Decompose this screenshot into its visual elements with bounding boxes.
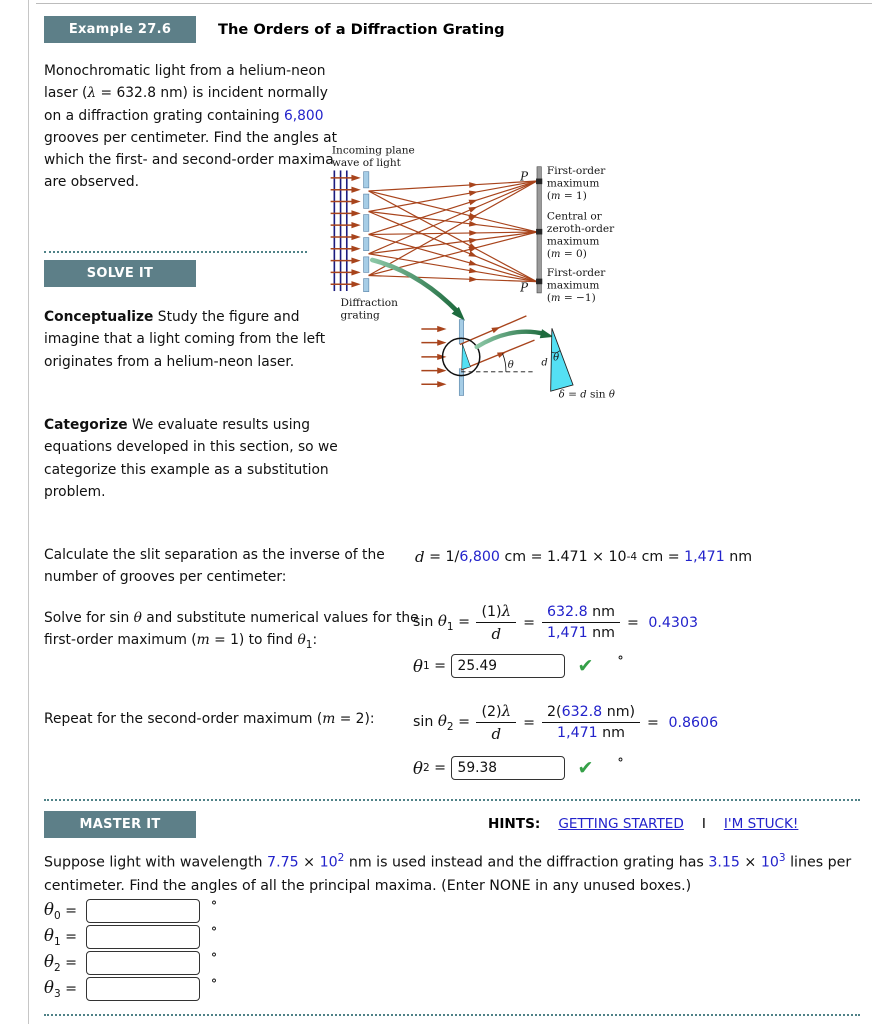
grating-label-line1: Diffraction xyxy=(340,296,398,309)
text-run: and substitute numerical values for the first-order maximum ( xyxy=(44,610,419,649)
theta2-input[interactable] xyxy=(86,951,200,975)
svg-text:(m = −1): (m = −1) xyxy=(546,291,596,304)
text-run: cm = 1.471 × 10 xyxy=(499,549,627,565)
text-run: Repeat for the second-order maximum ( xyxy=(44,711,323,727)
subscript: 2 xyxy=(422,762,430,774)
diffraction-figure xyxy=(330,85,872,535)
svg-text:First-order: First-order xyxy=(546,267,606,280)
m-variable: m xyxy=(322,711,336,727)
text-run: Solve for sin xyxy=(44,610,134,626)
first-order-answer-row xyxy=(413,654,623,678)
hints-label: HINTS: xyxy=(488,816,541,832)
sin-theta2-result: 0.8606 xyxy=(668,714,719,731)
lines-value: 3.15 xyxy=(708,854,740,871)
master-it-problem xyxy=(44,847,858,899)
hints-bar xyxy=(488,816,798,832)
conceptualize-label: Conceptualize xyxy=(44,309,154,325)
principal-maxima-answers xyxy=(44,899,217,1003)
equals-sign: = xyxy=(626,614,644,631)
svg-text:(m = 0): (m = 0) xyxy=(546,247,587,260)
left-border xyxy=(28,0,29,1024)
equals-sign: = xyxy=(523,714,535,731)
calc3-equation xyxy=(413,702,718,743)
solve-it-divider xyxy=(44,251,307,253)
magnifier-callout-arrow xyxy=(372,260,468,324)
lambda-symbol: λ xyxy=(87,85,97,102)
calc3-prompt xyxy=(44,708,422,730)
grooves-value: 6,800 xyxy=(283,107,324,124)
calc2-prompt xyxy=(44,607,422,657)
m-variable: m xyxy=(196,632,210,649)
slit-spacing-d-label: d xyxy=(541,357,548,369)
categorize-paragraph xyxy=(44,414,338,503)
header xyxy=(44,16,505,43)
theta-variable: θ xyxy=(413,758,423,778)
correct-check-icon: ✔ xyxy=(577,757,594,779)
theta3-input[interactable] xyxy=(86,977,200,1001)
slit-path-triangle xyxy=(462,344,471,369)
text-run: We evaluate results using equations developed in this section, so we categorize this example as a substitution problem. xyxy=(44,417,338,500)
fraction-numeric: $\frac{2(632.8 nm)}{1,471 nm}$ xyxy=(542,704,640,741)
d-variable: d xyxy=(415,548,425,566)
incoming-wave-label-line2: wave of light xyxy=(331,157,401,170)
text-run: nm xyxy=(724,549,753,565)
viewing-screen xyxy=(536,167,542,293)
getting-started-link[interactable]: GETTING STARTED xyxy=(558,816,684,832)
triangle-theta-label: θ xyxy=(553,352,560,364)
equation-lhs: $\sin \theta_2$ = xyxy=(413,712,475,733)
theta1-row: $\theta_1$ = ° xyxy=(44,925,217,948)
first-order-bottom-label xyxy=(547,267,606,304)
point-p-top-label: P xyxy=(520,169,529,184)
grooves-value: 6,800 xyxy=(459,549,500,565)
sin-theta1-result: 0.4303 xyxy=(648,614,699,631)
text-run: Study the figure and imagine that a light coming from the left originates from a helium-neon laser. xyxy=(44,309,326,370)
power-of-ten: 10 xyxy=(760,854,779,871)
incoming-wave-label-line1: Incoming plane xyxy=(331,144,415,157)
top-divider xyxy=(36,3,872,4)
subscript: 1 xyxy=(422,660,430,672)
wavelength-value: 7.75 xyxy=(267,854,299,871)
degree-symbol: ° xyxy=(617,756,624,770)
theta-angle-arc xyxy=(502,353,505,371)
text-run: Suppose light with wavelength xyxy=(44,854,268,871)
text-run: = 1) to find xyxy=(209,632,298,649)
solve-it-badge: SOLVE IT xyxy=(44,260,196,287)
calc1-prompt: Calculate the slit separation as the inverse of the number of grooves per centimeter: xyxy=(44,547,385,586)
text-run: : xyxy=(312,632,318,649)
svg-text:(m = 1): (m = 1) xyxy=(546,190,587,203)
exponent: 3 xyxy=(778,852,786,864)
text-run: lines per centimeter. Find the angles of all the principal maxima. (Enter NONE in any unused boxes.) xyxy=(44,854,852,895)
degree-symbol: ° xyxy=(211,899,217,913)
equals-sign: = xyxy=(429,760,451,776)
degree-symbol: ° xyxy=(617,654,624,668)
calc2-equation xyxy=(413,602,698,643)
second-order-answer-row xyxy=(413,756,623,780)
subscript: 1 xyxy=(305,639,313,652)
link-separator: I xyxy=(701,816,706,832)
theta-variable: θ xyxy=(133,610,142,626)
text-run: = 632.8 nm) is incident normally on a diffraction grating containing xyxy=(44,85,328,124)
svg-text:maximum: maximum xyxy=(546,279,600,292)
svg-text:maximum: maximum xyxy=(546,235,600,248)
text-run: = 2): xyxy=(335,711,375,727)
theta1-answer-input[interactable] xyxy=(451,654,565,678)
equals-sign: = xyxy=(647,714,664,731)
conceptualize-paragraph xyxy=(44,306,338,373)
svg-text:First-order: First-order xyxy=(546,165,606,178)
first-order-top-label xyxy=(547,165,606,202)
equals-sign: = xyxy=(523,614,535,631)
master-it-badge: MASTER IT xyxy=(44,811,196,838)
text-run: grooves per centimeter. Find the angles at which the first- and second-order maxima are observed. xyxy=(44,129,338,191)
theta-variable: θ xyxy=(297,632,306,649)
bottom-divider xyxy=(44,1014,860,1016)
theta1-input[interactable] xyxy=(86,925,200,949)
example-badge: Example 27.6 xyxy=(44,16,196,43)
theta2-answer-input[interactable] xyxy=(451,756,565,780)
svg-text:maximum: maximum xyxy=(546,177,600,190)
theta-variable: θ xyxy=(413,656,423,676)
svg-text:Central or: Central or xyxy=(546,210,602,223)
fraction-m-lambda-over-d: $\frac{(2)\lambda}{d}$ xyxy=(476,702,516,743)
degree-symbol: ° xyxy=(211,925,217,939)
central-order-label xyxy=(547,211,615,260)
fraction-numeric: $\frac{632.8 nm}{1,471 nm}$ xyxy=(542,604,620,641)
svg-text:zeroth-order: zeroth-order xyxy=(546,222,615,235)
fraction-m-lambda-over-d: $\frac{(1)\lambda}{d}$ xyxy=(476,602,516,643)
text-run: = 1/ xyxy=(424,549,460,565)
equals-sign: = xyxy=(429,658,451,674)
theta-angle-label: θ xyxy=(507,360,514,372)
text-run: × xyxy=(298,854,320,871)
theta0-input[interactable] xyxy=(86,899,200,923)
text-run: cm = xyxy=(637,549,685,565)
problem-statement xyxy=(44,60,338,194)
categorize-label: Categorize xyxy=(44,417,128,433)
master-it-divider xyxy=(44,799,860,801)
point-p-bottom-label: P xyxy=(520,280,529,295)
diffraction-grating-bar xyxy=(364,172,369,292)
theta0-row: $\theta_0$ = ° xyxy=(44,899,217,922)
correct-check-icon: ✔ xyxy=(577,655,594,677)
im-stuck-link[interactable]: I'M STUCK! xyxy=(723,816,799,832)
text-run: Monochromatic light from a helium-neon laser ( xyxy=(44,63,326,102)
calc1-equation xyxy=(415,548,752,566)
page-title: The Orders of a Diffraction Grating xyxy=(218,21,505,38)
grating-label-line2: grating xyxy=(340,309,380,322)
exponent: -4 xyxy=(626,551,638,563)
text-run: × xyxy=(739,854,761,871)
theta2-row: $\theta_2$ = ° xyxy=(44,951,217,974)
text-run: nm is used instead and the diffraction grating has xyxy=(344,854,709,871)
degree-symbol: ° xyxy=(211,951,217,965)
inset-diffracted-rays xyxy=(460,316,535,370)
slit-separation-value: 1,471 xyxy=(684,549,725,565)
equation-lhs: $\sin \theta_1$ = xyxy=(413,612,475,633)
exponent: 2 xyxy=(337,852,345,864)
theta3-row: $\theta_3$ = ° xyxy=(44,977,217,1000)
power-of-ten: 10 xyxy=(319,854,338,871)
degree-symbol: ° xyxy=(211,977,217,991)
path-difference-equation: δ = d sin θ xyxy=(558,388,615,401)
